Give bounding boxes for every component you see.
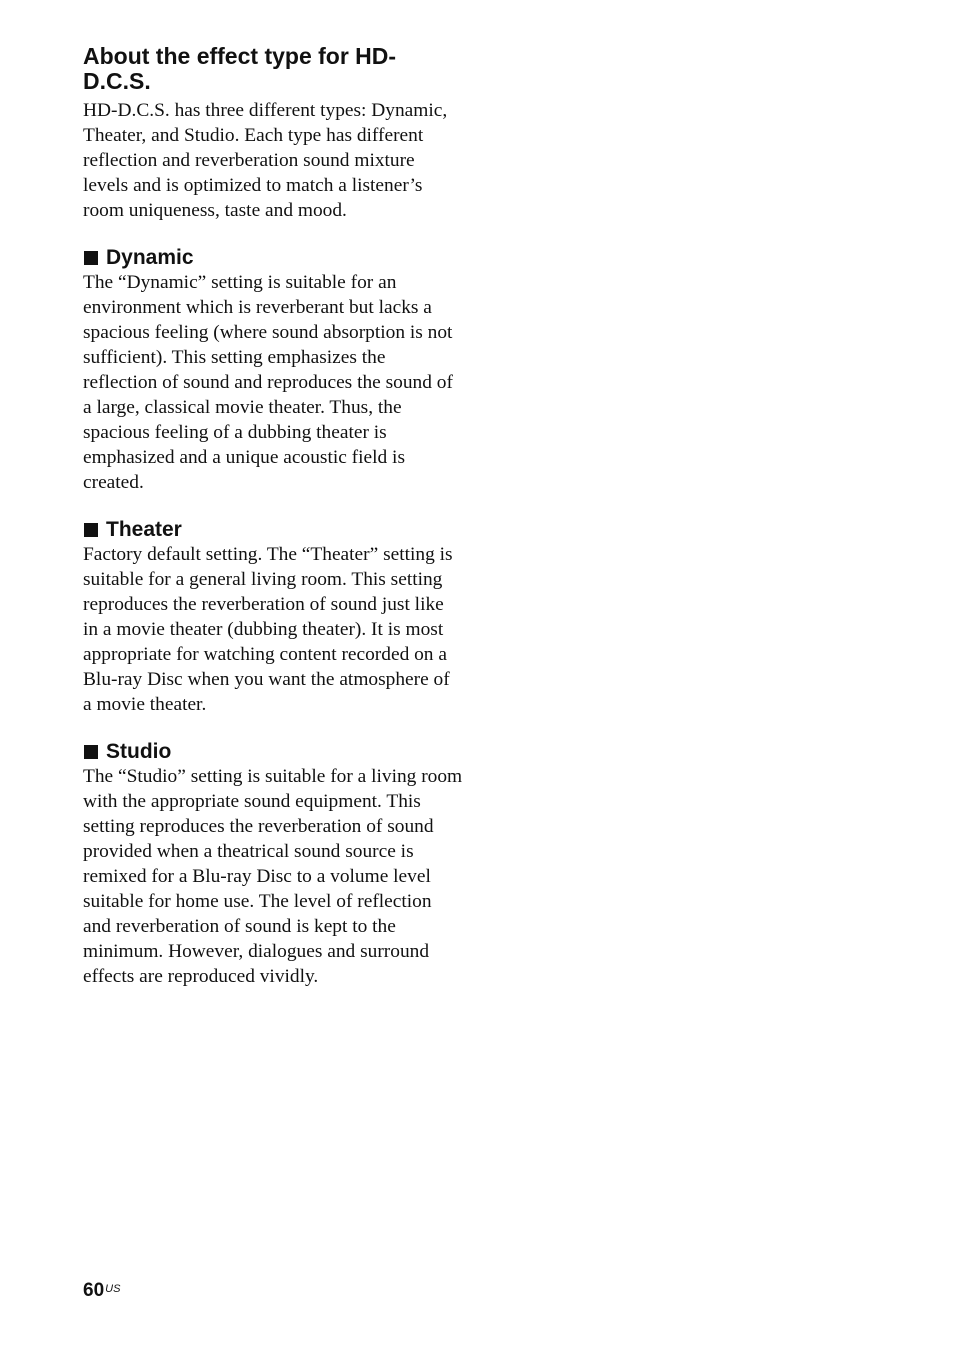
black-square-bullet-icon: [84, 251, 98, 265]
section-heading-label: Theater: [106, 518, 182, 541]
section-heading-label: Studio: [106, 740, 172, 763]
page-number-value: 60: [83, 1280, 105, 1301]
page-number: [83, 1280, 120, 1302]
section-studio: [83, 739, 463, 989]
content-column: [83, 44, 463, 989]
section-body-dynamic: The “Dynamic” setting is suitable for an environment which is reverberant but lacks a spacious feeling (where sound absorption is not sufficient). This setting emphasizes the reflection of sound and reproduces the sound of a large, classical movie theater. Thus, the spacious feeling of a dubbing theater is emphasized and a unique acoustic field is created.: [83, 272, 453, 493]
section-heading-dynamic: [83, 245, 463, 270]
page-number-suffix: US: [105, 1283, 121, 1295]
section-theater: [83, 517, 463, 717]
black-square-bullet-icon: [84, 745, 98, 759]
section-dynamic: [83, 245, 463, 495]
section-heading-label: Dynamic: [106, 246, 194, 269]
page-title: About the effect type for HD-D.C.S.: [83, 43, 397, 94]
black-square-bullet-icon: [84, 523, 98, 537]
section-heading-studio: [83, 739, 463, 764]
section-body-theater: Factory default setting. The “Theater” setting is suitable for a general living room. This setting reproduces the reverberation of sound just like in a movie theater (dubbing theater). It is most appropriate for watching content recorded on a Blu-ray Disc when you want the atmosphere of a movie theater.: [83, 544, 453, 715]
section-body-studio: The “Studio” setting is suitable for a living room with the appropriate sound equipment. This setting reproduces the reverberation of sound provided when a theatrical sound source is remixed for a Blu-ray Disc to a volume level suitable for home use. The level of reflection and reverberation of sound is kept to the minimum. However, dialogues and surround effects are reproduced vividly.: [83, 766, 463, 987]
intro-paragraph: HD-D.C.S. has three different types: Dynamic, Theater, and Studio. Each type has different reflection and reverberation sound mixture levels and is optimized to match a listener’s room uniqueness, taste and mood.: [83, 100, 448, 221]
section-heading-theater: [83, 517, 463, 542]
